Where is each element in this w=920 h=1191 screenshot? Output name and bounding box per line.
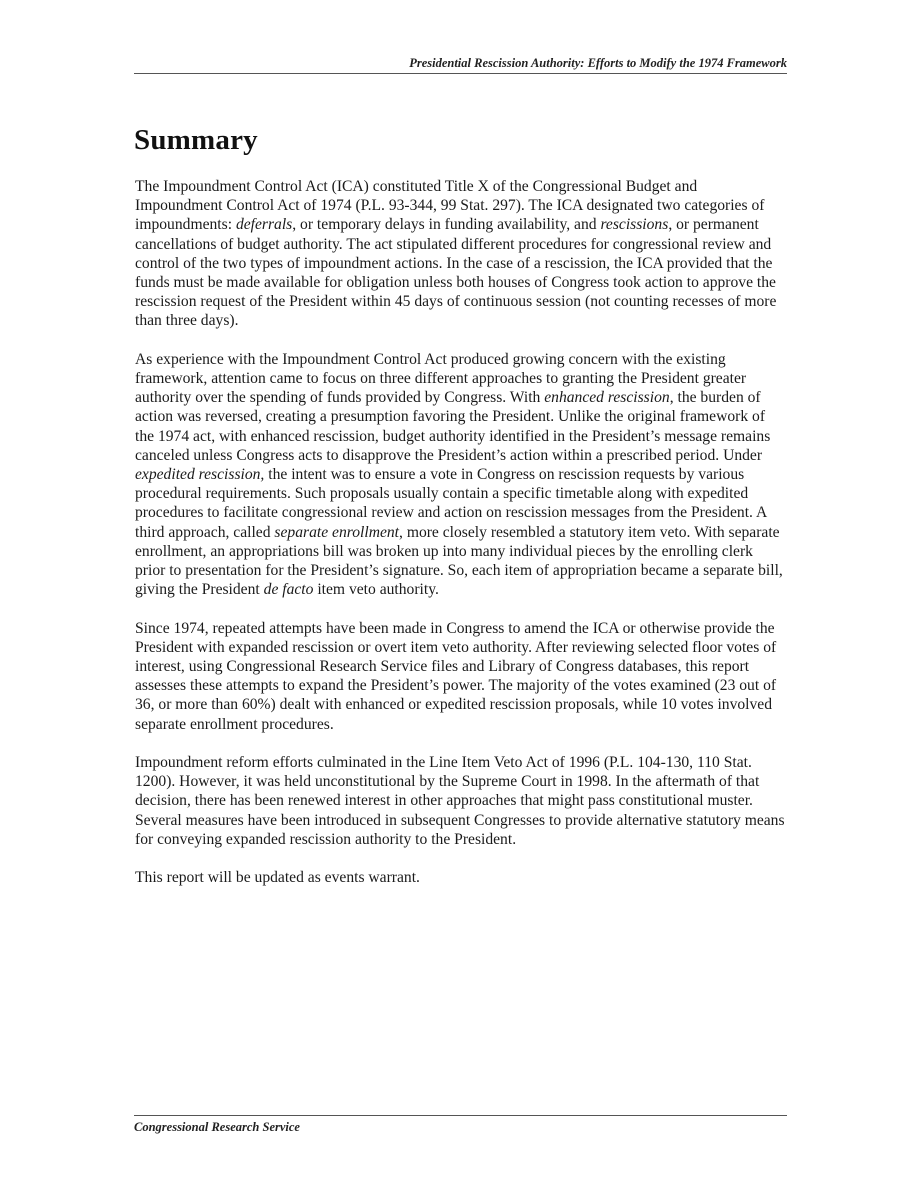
paragraph-3: Since 1974, repeated attempts have been made in Congress to amend the ICA or otherwise provide the President with expanded rescission or overt item veto authority. After reviewing selected floor votes of interest, using Congressional Research Service files and Library of Congress databases, this report assesses these attempts to expand the President’s power. The majority of the votes examined (23 out of 36, or more than 60%) dealt with enhanced or expedited rescission proposals, while 10 votes involved separate enrollment procedures. [135,619,777,733]
paragraph-5: This report will be updated as events warrant. [135,869,420,887]
paragraph-4: Impoundment reform efforts culminated in the Line Item Veto Act of 1996 (P.L. 104-130, 110 Stat. 1200). However, it was held unconstitutional by the Supreme Court in 1998. In the aftermath of that decision, there has been renewed interest in other approaches that might pass constitutional muster. Several measures have been introduced in subsequent Congresses to provide alternative statutory means for conveying expanded rescission authority to the President. [135,754,785,848]
term-de-facto: de facto [263,581,314,599]
running-header: Presidential Rescission Authority: Efforts to Modify the 1974 Framework [409,56,787,70]
paragraph-2: As experience with the Impoundment Control Act produced growing concern with the existing framework, attention came to focus on three different approaches to granting the President greater authority over the spending of funds provided by Congress. With enhanced rescission, the burden of action was reversed, creating a presumption favoring the President. Unlike the original framework of the 1974 act, with enhanced rescission, budget authority identified in the President’s message remains canceled unless Congress acts to disapprove the President’s action within a prescribed period. Under expedited rescission, the intent was to ensure a vote in Congress on rescission requests by various procedural requirements. Such proposals usually contain a specific timetable along with expedited procedures to facilitate congressional review and action on rescission messages from the President. A third approach, called separate enrollment, more closely resembled a statutory item veto. With separate enrollment, an appropriations bill was broken up into many individual pieces by the enrolling clerk prior to presentation for the President’s signature. So, each item of appropriation became a separate bill, giving the President de facto item veto authority. [135,350,783,599]
term-expedited-rescission: expedited rescission, [135,466,265,484]
term-rescissions: rescissions [600,216,669,234]
term-enhanced-rescission: enhanced rescission [544,389,670,407]
summary-body [135,177,787,907]
term-separate-enrollment: separate enrollment [274,523,400,541]
section-title: Summary [134,124,258,156]
header-divider [134,73,787,74]
footer-divider [134,1115,787,1116]
paragraph-1: The Impoundment Control Act (ICA) constituted Title X of the Congressional Budget and Impoundment Control Act of 1974 (P.L. 93-344, 99 Stat. 297). The ICA designated two categories of impoundments: deferrals, or temporary delays in funding availability, and rescissions, or permanent cancellations of budget authority. The act stipulated different procedures for congressional review and control of the two types of impoundment actions. In the case of a rescission, the ICA provided that the funds must be made available for obligation unless both houses of Congress took action to approve the rescission request of the President within 45 days of continuous session (not counting recesses of more than three days). [135,178,777,330]
footer-publisher: Congressional Research Service [134,1120,300,1134]
term-deferrals: deferrals [235,216,293,234]
